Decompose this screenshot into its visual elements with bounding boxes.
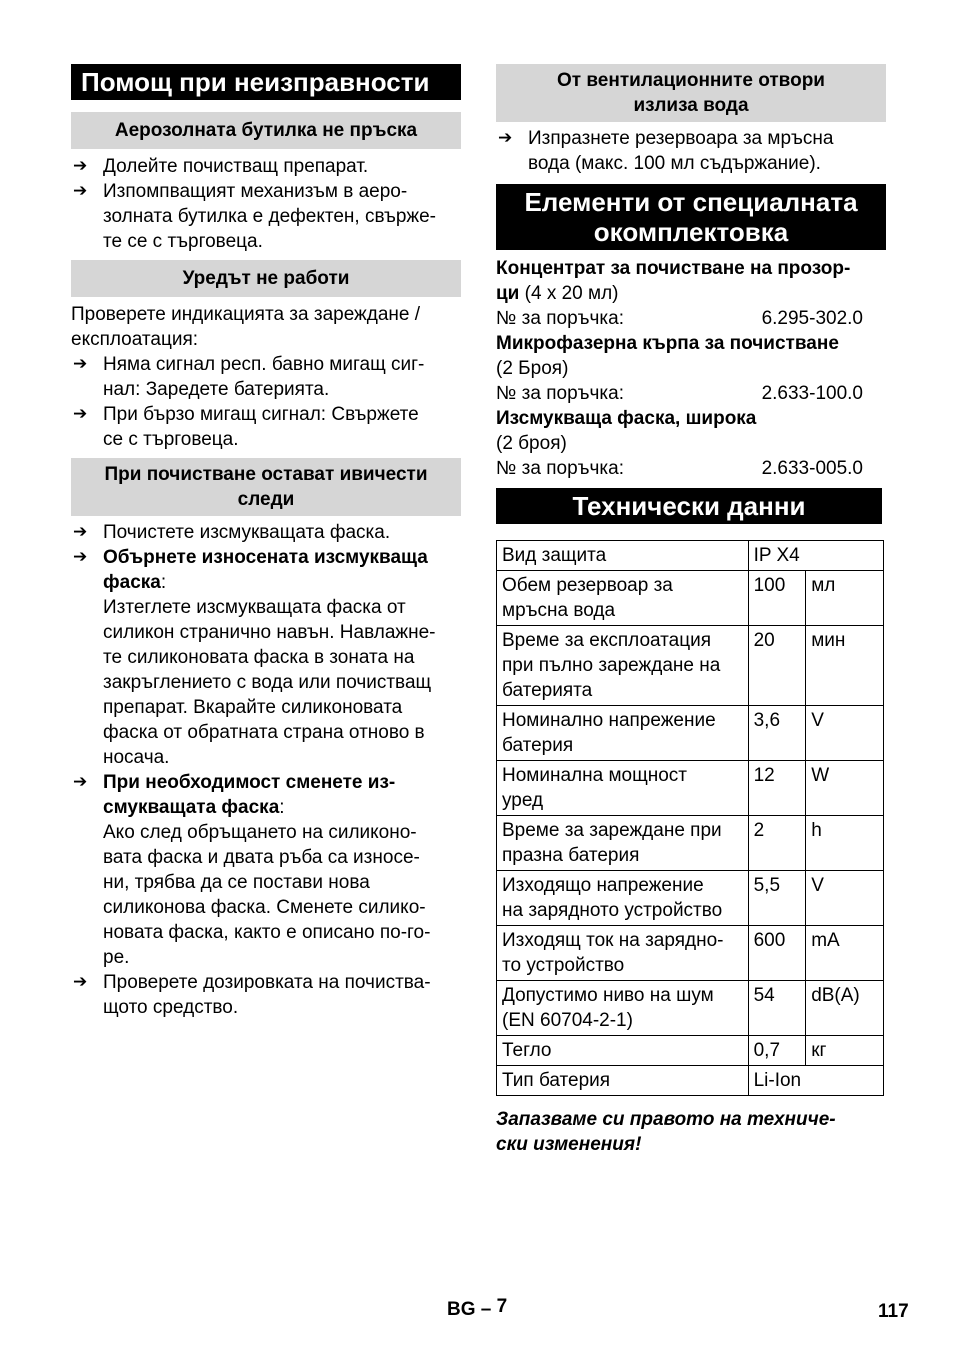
spec-label: Вид защита	[497, 541, 749, 571]
table-row	[497, 981, 884, 1036]
spec-unit: dB(A)	[806, 981, 884, 1036]
spec-label: Време за зареждане при празна батерия	[497, 816, 749, 871]
footer-language-page: BG – 7	[447, 1296, 508, 1320]
table-row	[497, 761, 884, 816]
left-column	[71, 64, 461, 1020]
accessory-item: Микрофазерна кърпа за почистване	[496, 333, 839, 354]
list-item: ➔ При бързо мигащ сигнал: Свържете се с търговеца.	[71, 402, 461, 452]
accessories-title: Елементи от специалната окомплектовка	[496, 184, 886, 250]
spray-bottle-heading: Аерозолната бутилка не пръска	[71, 112, 461, 149]
spec-label: Изходящ ток на зарядно- то устройство	[497, 926, 749, 981]
accessory-item: Изсмукваща фаска, широка	[496, 408, 757, 429]
spec-unit: W	[806, 761, 884, 816]
streaks-heading: При почистване остават ивичести следи	[71, 458, 461, 516]
table-row	[497, 816, 884, 871]
rights-reserved-note: Запазваме си правото на техниче- ски изменения!	[496, 1109, 836, 1155]
spec-label: Допустимо ниво на шум (EN 60704-2-1)	[497, 981, 749, 1036]
list-item: ➔ Няма сигнал респ. бавно мигащ сиг- нал: Заредете батерията.	[71, 352, 461, 402]
table-row	[497, 541, 884, 571]
spec-unit: mA	[806, 926, 884, 981]
spec-value: 54	[748, 981, 806, 1036]
order-number-row: № за поръчка: 2.633-005.0	[496, 458, 863, 479]
spec-value: 3,6	[748, 706, 806, 761]
table-row	[497, 571, 884, 626]
accessories-list	[496, 256, 886, 481]
spec-label: Номинална мощност уред	[497, 761, 749, 816]
order-number-row: № за поръчка: 2.633-100.0	[496, 383, 863, 404]
spec-unit: мин	[806, 626, 884, 706]
spec-unit: V	[806, 706, 884, 761]
spec-label: Време за експлоатация при пълно зареждане на батерията	[497, 626, 749, 706]
list-item: ➔ При необходимост сменете из- смукващата фаска: Ако след обръщането на силиконо- вата фаска и двата ръба са износе- ни, трябва да се постави нова силиконова фаска. Сменете силико- новата фаска, както е описано по-го- ре.	[71, 770, 461, 970]
table-row	[497, 871, 884, 926]
charge-indicator-intro: Проверете индикацията за зареждане / експлоатация:	[71, 304, 421, 350]
list-item: ➔ Проверете дозировката на почиства- щото средство.	[71, 970, 461, 1020]
list-item: ➔ Изпразнете резервоара за мръсна вода (макс. 100 мл съдържание).	[496, 126, 886, 176]
technical-data-table	[496, 540, 884, 1096]
spec-unit: мл	[806, 571, 884, 626]
spec-value: 5,5	[748, 871, 806, 926]
accessory-qty: (2 броя)	[496, 433, 567, 454]
spec-value: 2	[748, 816, 806, 871]
table-row	[497, 706, 884, 761]
list-item: ➔ Почистете изсмукващата фаска.	[71, 520, 461, 545]
spec-value: 0,7	[748, 1036, 806, 1066]
table-row	[497, 626, 884, 706]
spec-value: IP X4	[748, 541, 883, 571]
table-row	[497, 1066, 884, 1096]
device-not-working-heading: Уредът не работи	[71, 260, 461, 297]
page-number: 117	[878, 1301, 909, 1322]
list-item: ➔ Изпомпващият механизъм в аеро- золната бутилка е дефектен, свърже- те се с търговеца.	[71, 179, 461, 254]
spec-unit: V	[806, 871, 884, 926]
vent-water-heading: От вентилационните отвори излиза вода	[496, 64, 886, 122]
spec-unit: кг	[806, 1036, 884, 1066]
table-row	[497, 1036, 884, 1066]
spec-value: 20	[748, 626, 806, 706]
right-column	[496, 64, 886, 1157]
list-item: ➔ Обърнете износената изсмукваща фаска: Изтеглете изсмукващата фаска от силикон странично навън. Навлажне- те силиконовата фаска в зоната на закръглението с вода или почистващ препарат. Вкарайте силиконовата фаска от обратната страна отново в носача.	[71, 545, 461, 770]
table-row	[497, 926, 884, 981]
replace-lip-instructions: Ако след обръщането на силиконо- вата фаска и двата ръба са износе- ни, трябва да се постави нова силиконова фаска. Сменете силико- новата фаска, както е описано по-го- ре.	[103, 822, 431, 968]
spec-value: 12	[748, 761, 806, 816]
spec-value: 100	[748, 571, 806, 626]
spec-unit: h	[806, 816, 884, 871]
troubleshooting-title: Помощ при неизправности	[71, 64, 461, 100]
spec-label: Изходящо напрежение на зарядното устройство	[497, 871, 749, 926]
order-number-row: № за поръчка: 6.295-302.0	[496, 308, 863, 329]
accessory-item: Концентрат за почистване на прозор- ци (4 x 20 мл)	[496, 258, 851, 304]
spec-label: Тип батерия	[497, 1066, 749, 1096]
list-item: ➔ Долейте почистващ препарат.	[71, 154, 461, 179]
accessory-qty: (2 Броя)	[496, 358, 569, 379]
spec-label: Тегло	[497, 1036, 749, 1066]
spec-value: Li-Ion	[748, 1066, 883, 1096]
flip-lip-instructions: Изтеглете изсмукващата фаска от силикон странично навън. Навлажне- те силиконовата фаска в зоната на закръглението с вода или почистващ препарат. Вкарайте силиконовата фаска от обратната страна отново в носача.	[103, 597, 436, 768]
technical-data-title: Технически данни	[496, 488, 882, 524]
spec-label: Обем резервоар за мръсна вода	[497, 571, 749, 626]
spec-value: 600	[748, 926, 806, 981]
spec-label: Номинално напрежение батерия	[497, 706, 749, 761]
